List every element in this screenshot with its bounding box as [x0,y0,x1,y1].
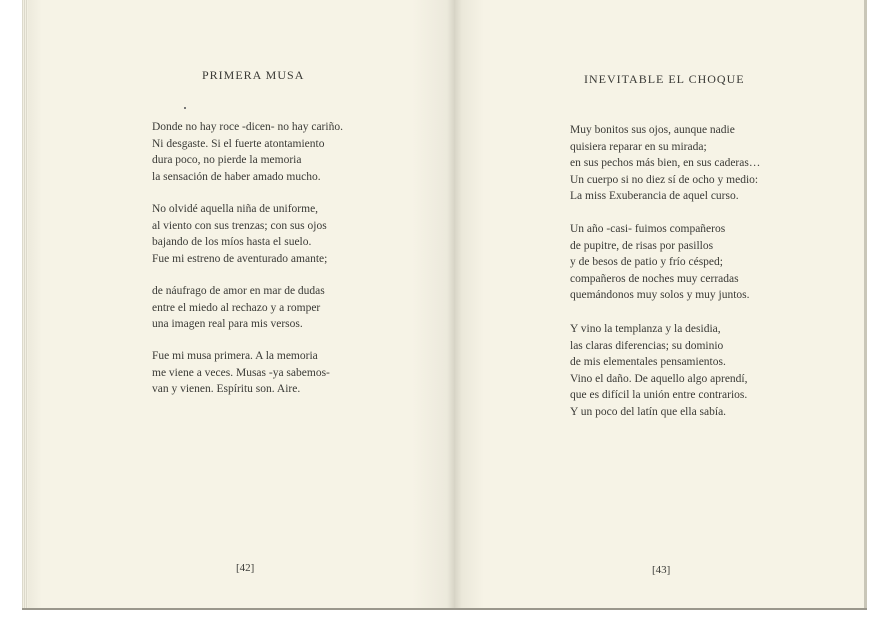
verse-line: en sus pechos más bien, en sus caderas… [570,157,761,169]
verse-line: entre el miedo al rechazo y a romper [152,301,321,314]
verse-line: Ni desgaste. Si el fuerte atontamiento [152,137,325,150]
verse-line: dura poco, no pierde la memoria [152,154,302,166]
left-page [22,0,454,608]
poem-title: PRIMERA MUSA [202,68,305,82]
verse-line: bajando de los míos hasta el suelo. [152,236,312,248]
verse-line: me viene a veces. Musas -ya sabemos- [152,366,330,379]
verse-line: No olvidé aquella niña de uniforme, [152,203,319,215]
verse-line: la sensación de haber amado mucho. [152,170,321,183]
page-number: [43] [652,564,671,576]
verse-line: Muy bonitos sus ojos, aunque nadie [570,124,735,136]
stanza [570,221,750,304]
page-edges [22,0,28,608]
verse-line: que es difícil la unión entre contrarios. [570,389,748,401]
verse-line: van y vienen. Espíritu son. Aire. [152,383,301,395]
verse-line: Y vino la templanza y la desidia, [570,323,721,335]
verse-line: compañeros de noches muy cerradas [570,272,739,285]
stanza [152,119,343,185]
verse-line: quisiera reparar en su mirada; [570,140,707,153]
scan-bottom-edge [22,608,867,610]
verse-line: quemándonos muy solos y muy juntos. [570,289,750,301]
stanza [152,348,330,398]
ink-speck [184,107,186,109]
verse-line: de mis elementales pensamientos. [570,356,726,368]
poem-title: INEVITABLE EL CHOQUE [584,72,745,86]
verse-line: Donde no hay roce -dicen- no hay cariño. [152,121,343,133]
verse-line: de náufrago de amor en mar de dudas [152,285,325,297]
stanza [152,283,325,333]
stanza [152,201,327,267]
verse-line: La miss Exuberancia de aquel curso. [570,190,739,202]
verse-line: de pupitre, de risas por pasillos [570,239,714,252]
verse-line: al viento con sus trenzas; con sus ojos [152,219,327,232]
verse-line: una imagen real para mis versos. [152,318,303,330]
verse-line: Fue mi musa primera. A la memoria [152,350,318,362]
verse-line: Y un poco del latín que ella sabía. [570,405,727,418]
stanza [570,321,748,420]
right-page [454,0,864,608]
page-number: [42] [236,562,255,574]
page-edge-shadow [864,0,867,608]
stanza [570,122,760,205]
verse-line: las claras diferencias; su dominio [570,339,724,352]
verse-line: Un cuerpo si no diez sí de ocho y medio: [570,173,759,186]
verse-line: Vino el daño. De aquello algo aprendí, [570,372,748,385]
verse-line: y de besos de patio y frío césped; [570,256,723,268]
verse-line: Un año -casi- fuimos compañeros [570,223,726,235]
verse-line: Fue mi estreno de aventurado amante; [152,252,328,265]
